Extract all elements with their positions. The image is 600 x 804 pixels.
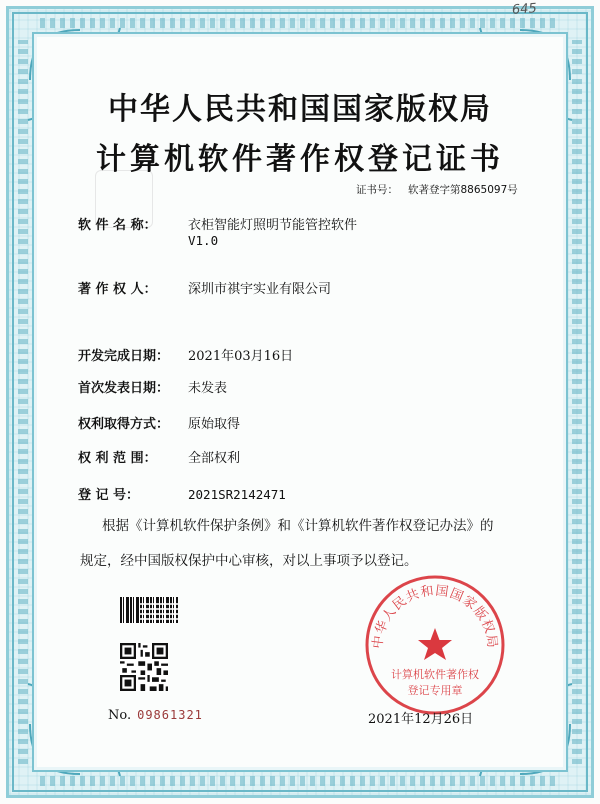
field-value: 2021年03月16日	[188, 349, 294, 364]
issue-date: 2021年12月26日	[368, 712, 474, 727]
field-first-publication-date	[78, 377, 227, 396]
field-label: 著 作 权 人：	[78, 282, 157, 297]
field-value: 衣柜智能灯照明节能管控软件	[188, 218, 358, 233]
seal-ring-text: 中华人民共和国国家版权局	[370, 583, 500, 650]
field-value: 未发表	[188, 381, 228, 396]
field-value-version: V1.0	[188, 233, 219, 248]
field-label: 权利取得方式：	[78, 417, 170, 432]
field-label: 登 记 号：	[78, 488, 140, 503]
certificate-number-value: 软著登字第8865097号	[408, 184, 518, 196]
certificate-number	[356, 182, 518, 197]
field-registration-number	[78, 484, 286, 503]
serial-number	[108, 708, 203, 723]
official-seal-icon	[360, 570, 510, 720]
field-label: 权 利 范 围：	[78, 451, 157, 466]
field-label: 首次发表日期：	[78, 381, 170, 396]
serial-number-value: 09861321	[137, 708, 203, 722]
field-label: 软 件 名 称：	[78, 218, 157, 233]
issuer-title: 中华人民共和国国家版权局	[108, 92, 492, 127]
field-value: 2021SR2142471	[188, 487, 286, 502]
field-software-name	[78, 214, 357, 233]
handwritten-annotation: 645	[511, 1, 538, 18]
serial-number-label: No.	[108, 708, 132, 723]
field-rights-scope	[78, 447, 240, 466]
field-software-version	[78, 233, 218, 249]
field-value: 原始取得	[188, 417, 241, 432]
qr-code-icon	[120, 643, 168, 691]
field-copyright-owner	[78, 278, 331, 297]
certificate-number-label: 证书号：	[356, 184, 398, 196]
barcode-overlay	[140, 600, 178, 620]
field-label: 开发完成日期：	[78, 349, 170, 364]
certificate-title: 计算机软件著作权登记证书	[96, 142, 504, 177]
field-value: 全部权利	[188, 451, 241, 466]
field-acquisition-method	[78, 413, 240, 432]
seal-line-2: 登记专用章	[407, 684, 463, 697]
legal-statement-line-2: 规定，经中国版权保护中心审核，对以上事项予以登记。	[80, 553, 418, 569]
field-completion-date	[78, 345, 293, 364]
seal-line-1: 计算机软件著作权	[391, 668, 479, 681]
legal-statement-line-1: 根据《计算机软件保护条例》和《计算机软件著作权登记办法》的	[102, 518, 494, 534]
field-value: 深圳市祺宇实业有限公司	[188, 282, 332, 297]
